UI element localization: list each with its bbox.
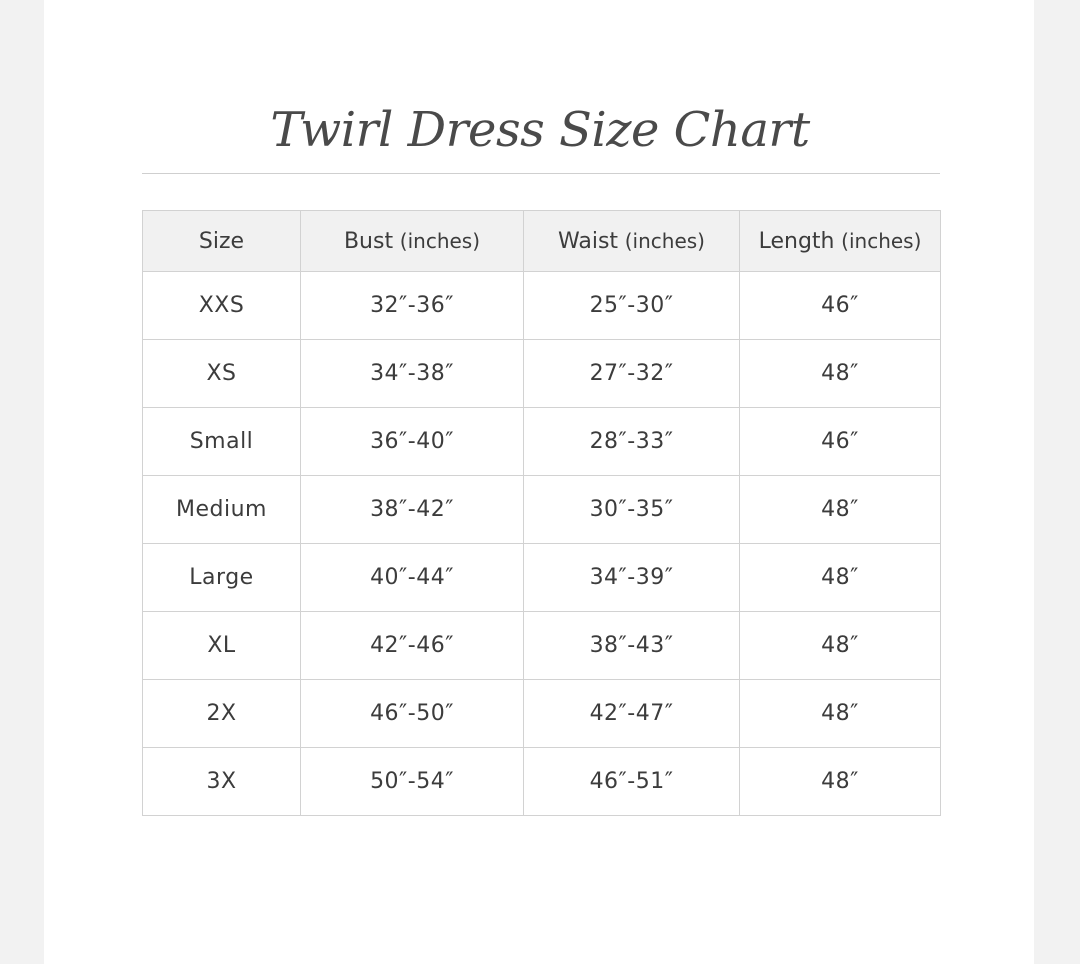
cell-length: 48″ bbox=[740, 612, 941, 680]
cell-waist: 34″-39″ bbox=[524, 544, 740, 612]
cell-length: 46″ bbox=[740, 272, 941, 340]
table-row bbox=[143, 476, 941, 544]
cell-bust: 38″-42″ bbox=[301, 476, 524, 544]
cell-size: 2X bbox=[143, 680, 301, 748]
header-label: Length bbox=[758, 228, 835, 254]
header-unit: (inches) bbox=[624, 228, 705, 253]
cell-size: Small bbox=[143, 408, 301, 476]
cell-length: 48″ bbox=[740, 340, 941, 408]
table-row bbox=[143, 272, 941, 340]
cell-size: Medium bbox=[143, 476, 301, 544]
cell-waist: 42″-47″ bbox=[524, 680, 740, 748]
cell-waist: 38″-43″ bbox=[524, 612, 740, 680]
cell-length: 48″ bbox=[740, 544, 941, 612]
cell-bust: 34″-38″ bbox=[301, 340, 524, 408]
cell-waist: 25″-30″ bbox=[524, 272, 740, 340]
cell-size: 3X bbox=[143, 748, 301, 816]
title-divider bbox=[142, 173, 940, 174]
header-label: Size bbox=[198, 228, 245, 254]
cell-length: 48″ bbox=[740, 476, 941, 544]
table-row bbox=[143, 748, 941, 816]
cell-bust: 40″-44″ bbox=[301, 544, 524, 612]
table-row bbox=[143, 408, 941, 476]
page-title: Twirl Dress Size Chart bbox=[270, 102, 810, 158]
header-label: Bust bbox=[343, 228, 394, 254]
header-length bbox=[740, 211, 941, 272]
cell-length: 46″ bbox=[740, 408, 941, 476]
header-unit: (inches) bbox=[399, 228, 481, 253]
size-chart-table bbox=[142, 210, 941, 816]
header-waist bbox=[524, 211, 740, 272]
cell-size: XS bbox=[143, 340, 301, 408]
cell-bust: 42″-46″ bbox=[301, 612, 524, 680]
cell-bust: 36″-40″ bbox=[301, 408, 524, 476]
cell-waist: 28″-33″ bbox=[524, 408, 740, 476]
cell-size: XL bbox=[143, 612, 301, 680]
header-size bbox=[143, 211, 301, 272]
table-row bbox=[143, 340, 941, 408]
table-header bbox=[143, 211, 941, 272]
header-label: Waist bbox=[558, 228, 619, 254]
cell-bust: 32″-36″ bbox=[301, 272, 524, 340]
cell-bust: 50″-54″ bbox=[301, 748, 524, 816]
cell-size: XXS bbox=[143, 272, 301, 340]
cell-size: Large bbox=[143, 544, 301, 612]
header-unit: (inches) bbox=[841, 228, 922, 253]
table-row bbox=[143, 612, 941, 680]
table-body bbox=[143, 272, 941, 816]
table-row bbox=[143, 680, 941, 748]
header-row bbox=[143, 211, 941, 272]
header-bust bbox=[301, 211, 524, 272]
cell-waist: 46″-51″ bbox=[524, 748, 740, 816]
cell-waist: 30″-35″ bbox=[524, 476, 740, 544]
table-row bbox=[143, 544, 941, 612]
cell-length: 48″ bbox=[740, 748, 941, 816]
cell-waist: 27″-32″ bbox=[524, 340, 740, 408]
cell-bust: 46″-50″ bbox=[301, 680, 524, 748]
cell-length: 48″ bbox=[740, 680, 941, 748]
